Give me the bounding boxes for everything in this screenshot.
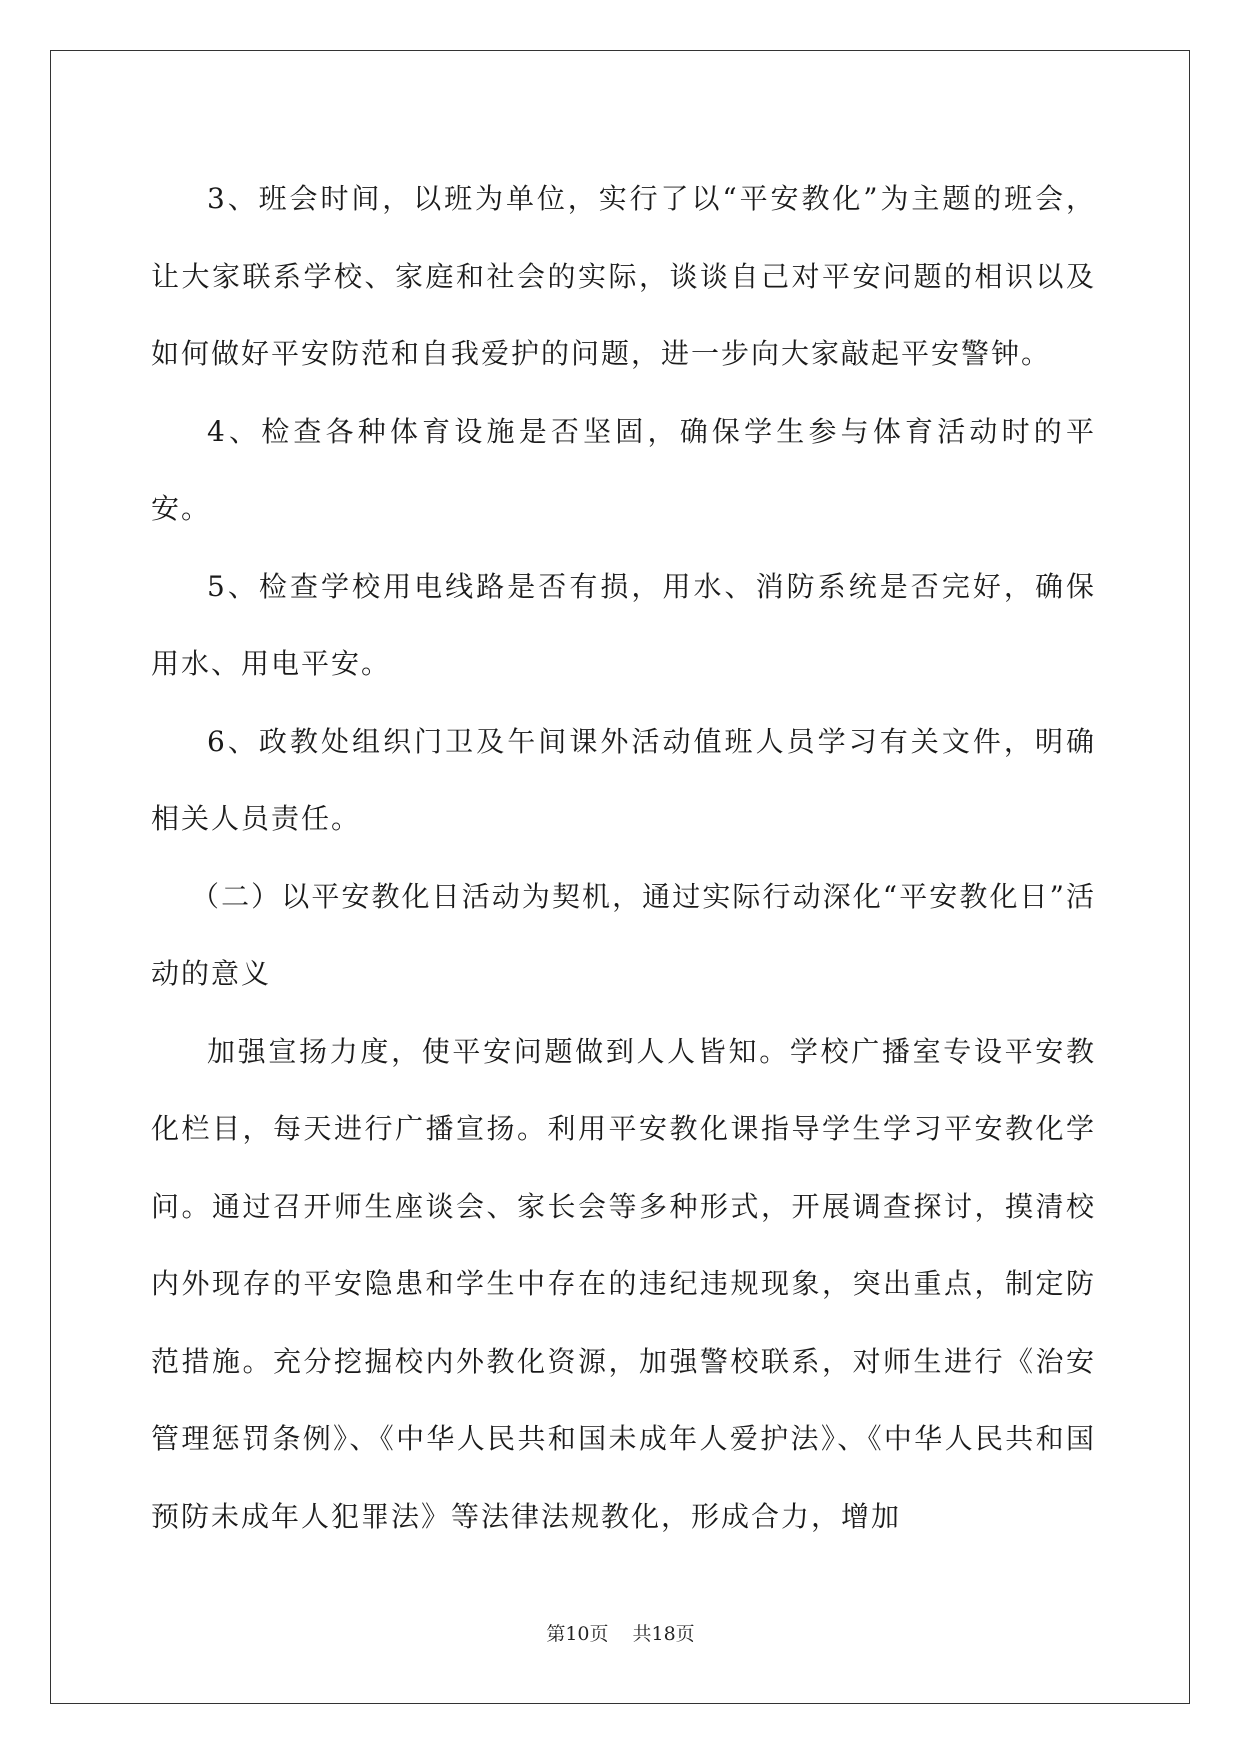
page-total: 共18页 xyxy=(632,1623,695,1645)
page-number: 第10页 xyxy=(546,1623,609,1645)
paragraph-body: 加强宣扬力度，使平安问题做到人人皆知。学校广播室专设平安教化栏目，每天进行广播宣扬。利用平安教化课指导学生学习平安教化学问。通过召开师生座谈会、家长会等多种形式，开展调查探讨，摸清校内外现存的平安隐患和学生中存在的违纪违规现象，突出重点，制定防范措施。充分挖掘校内外教化资源，加强警校联系，对师生进行《治安管理惩罚条例》、《中华人民共和国未成年人爱护法》、《中华人民共和国预防未成年人犯罪法》等法律法规教化，形成合力，增加 xyxy=(151,1034,1096,1533)
paragraph-item-6: 6、政教处组织门卫及午间课外活动值班人员学习有关文件，明确相关人员责任。 xyxy=(151,724,1096,835)
paragraph-item-5: 5、检查学校用电线路是否有损，用水、消防系统是否完好，确保用水、用电平安。 xyxy=(151,569,1096,680)
page-footer xyxy=(0,1622,1241,1646)
paragraph-item-3: 3、班会时间，以班为单位，实行了以“平安教化”为主题的班会，让大家联系学校、家庭和社会的实际，谈谈自己对平安问题的相识以及如何做好平安防范和自我爱护的问题，进一步向大家敲起平安警钟。 xyxy=(151,182,1096,370)
section-heading: （二）以平安教化日活动为契机，通过实际行动深化“平安教化日”活动的意义 xyxy=(151,879,1096,990)
document-body xyxy=(151,160,1096,1555)
paragraph-item-4: 4、检查各种体育设施是否坚固，确保学生参与体育活动时的平安。 xyxy=(151,414,1096,525)
